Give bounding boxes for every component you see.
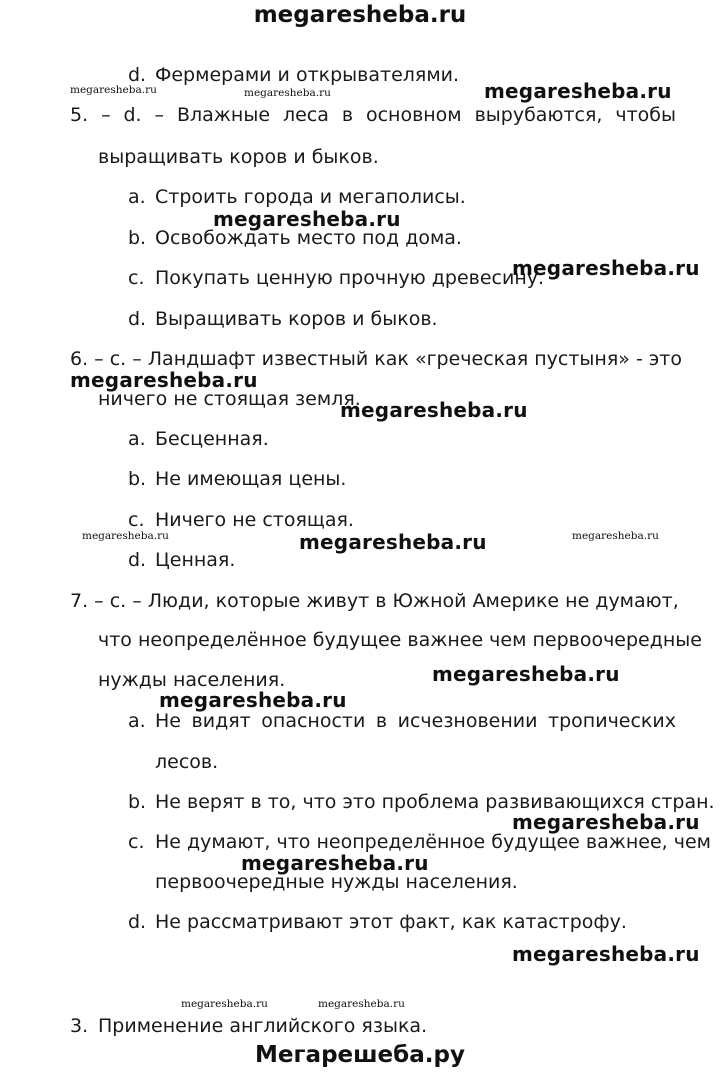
q7-option-c-text: Не думают, что неопределённое будущее важнее, чем xyxy=(155,831,711,853)
watermark-big: megaresheba.ru xyxy=(213,207,401,231)
q7-option-a-text: Не видят опасности в исчезновении тропических xyxy=(155,710,676,732)
watermark-small: megaresheba.ru xyxy=(70,84,157,96)
q7-option-b-text: Не верят в то, что это проблема развивающихся стран. xyxy=(155,791,715,813)
q7-line-1: 7. – с. – Люди, которые живут в Южной Америке не думают, xyxy=(70,590,679,612)
watermark-big: megaresheba.ru xyxy=(340,398,528,422)
watermark-small: megaresheba.ru xyxy=(572,530,659,542)
watermark-big: megaresheba.ru xyxy=(484,79,672,103)
watermark-big: megaresheba.ru xyxy=(299,530,487,554)
q6-option-a-letter: a. xyxy=(128,428,146,450)
footer-site: Мегарешеба.ру xyxy=(255,1042,465,1068)
q7-line-3: нужды населения. xyxy=(98,669,286,691)
q4-option-d-text: Фермерами и открывателями. xyxy=(155,64,460,86)
q7-option-a-letter: a. xyxy=(128,710,146,732)
q5-line-1: 5. – d. – Влажные леса в основном вырубаются, чтобы xyxy=(70,104,676,126)
q5-option-c-text: Покупать ценную прочную древесину. xyxy=(155,267,545,289)
q7-option-d-letter: d. xyxy=(128,911,147,933)
q5-option-b-text: Освобождать место под дома. xyxy=(155,227,462,249)
q7-option-a-text-cont: лесов. xyxy=(155,751,219,773)
q5-option-d-text: Выращивать коров и быков. xyxy=(155,308,438,330)
watermark-big: megaresheba.ru xyxy=(241,851,429,875)
watermark-big: megaresheba.ru xyxy=(159,688,347,712)
q6-option-d-letter: d. xyxy=(128,549,147,571)
q7-option-b-letter: b. xyxy=(128,791,147,813)
q6-option-c-letter: c. xyxy=(128,509,145,531)
header-site: megaresheba.ru xyxy=(253,2,467,28)
q7-line-2: что неопределённое будущее важнее чем первоочередные xyxy=(98,629,703,651)
q5-option-b-letter: b. xyxy=(128,227,147,249)
q7-option-c-text-cont: первоочередные нужды населения. xyxy=(155,871,518,893)
q6-option-b-letter: b. xyxy=(128,468,147,490)
watermark-big: megaresheba.ru xyxy=(512,810,700,834)
q5-option-a-letter: a. xyxy=(128,186,146,208)
section-3-title: Применение английского языка. xyxy=(98,1015,428,1037)
q6-line-1: 6. – с. – Ландшафт известный как «греческая пустыня» - это xyxy=(70,348,682,370)
watermark-small: megaresheba.ru xyxy=(244,87,331,99)
q7-option-d-text: Не рассматривают этот факт, как катастрофу. xyxy=(155,911,627,933)
section-3-number: 3. xyxy=(70,1015,89,1037)
q6-line-2: ничего не стоящая земля. xyxy=(98,388,361,410)
q6-option-c-text: Ничего не стоящая. xyxy=(155,509,354,531)
q5-option-d-letter: d. xyxy=(128,308,147,330)
q4-option-d-letter: d. xyxy=(128,64,147,86)
q5-line-2: выращивать коров и быков. xyxy=(98,146,379,168)
watermark-small: megaresheba.ru xyxy=(181,998,268,1010)
watermark-small: megaresheba.ru xyxy=(318,998,405,1010)
q5-option-a-text: Строить города и мегаполисы. xyxy=(155,186,466,208)
watermark-small: megaresheba.ru xyxy=(82,530,169,542)
watermark-big: megaresheba.ru xyxy=(70,368,258,392)
watermark-big: megaresheba.ru xyxy=(512,942,700,966)
watermark-big: megaresheba.ru xyxy=(512,256,700,280)
q7-option-c-letter: c. xyxy=(128,831,145,853)
q5-option-c-letter: c. xyxy=(128,267,145,289)
q6-option-b-text: Не имеющая цены. xyxy=(155,468,347,490)
q6-option-d-text: Ценная. xyxy=(155,549,236,571)
q6-option-a-text: Бесценная. xyxy=(155,428,269,450)
watermark-big: megaresheba.ru xyxy=(432,662,620,686)
